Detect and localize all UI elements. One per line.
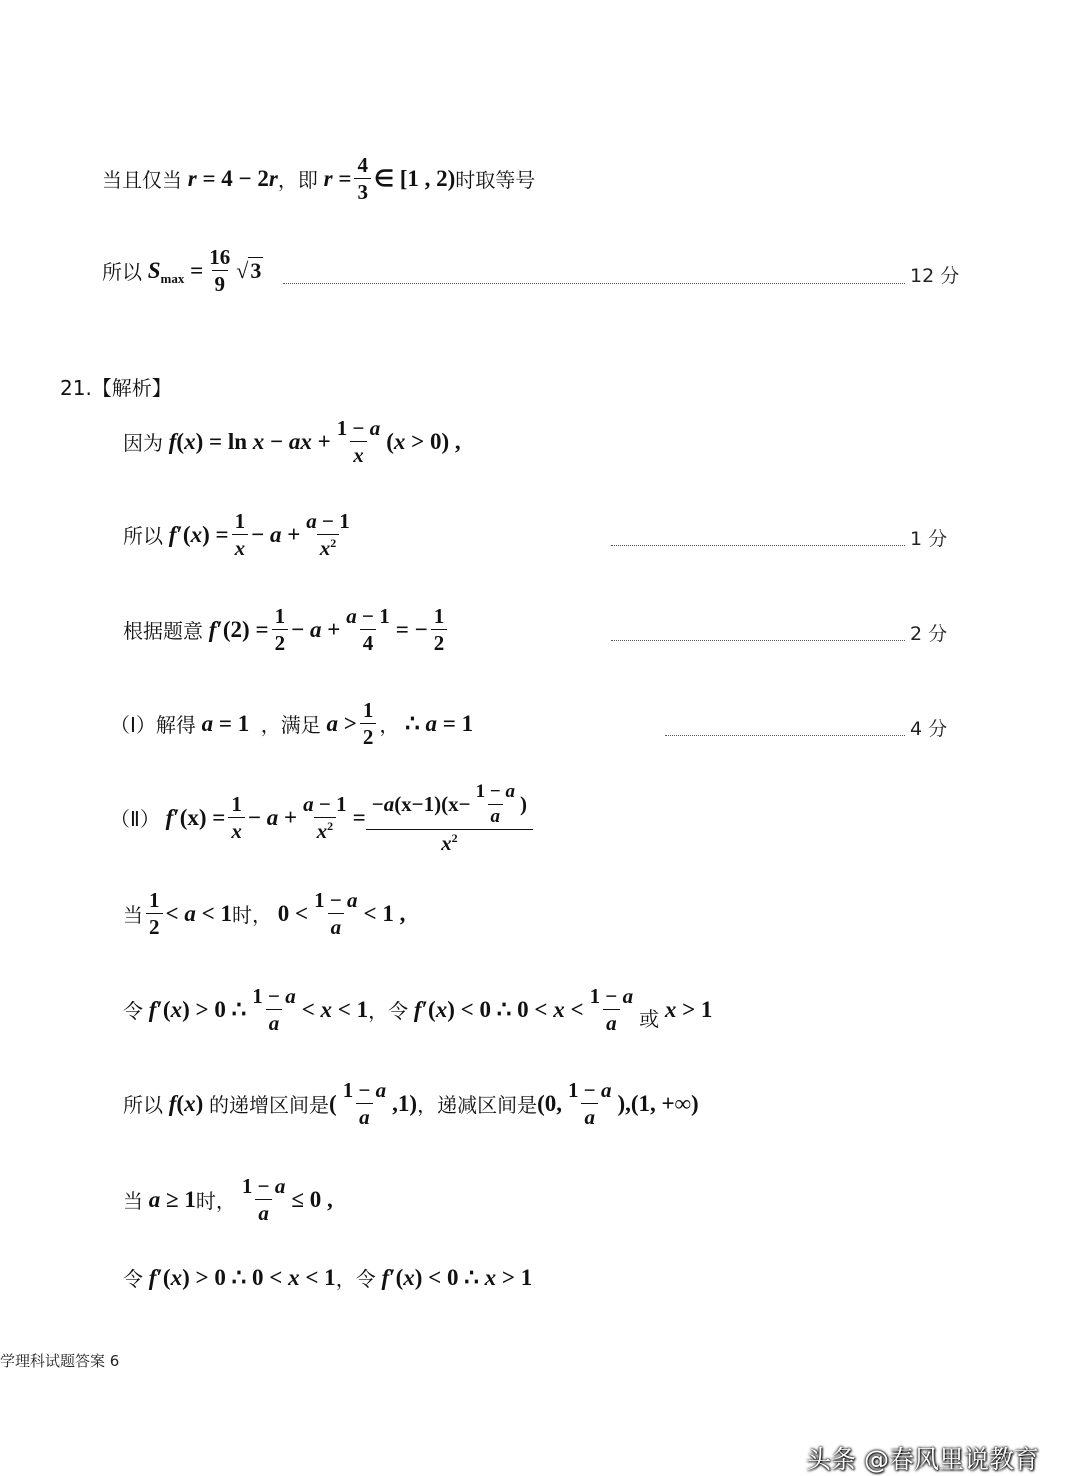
- score-label: 2 分: [910, 623, 948, 645]
- dotted-leader: [611, 640, 905, 641]
- problem-heading: [60, 372, 172, 401]
- dotted-leader: [283, 283, 905, 284]
- fraction: $\frac{1 - a}{a}$: [589, 984, 634, 1036]
- fraction: $\frac{1 - a}{a}$: [568, 1078, 612, 1130]
- text: 根据题意: [123, 619, 203, 644]
- text: 令: [355, 1267, 376, 1291]
- text: 令: [388, 999, 409, 1024]
- text: （Ⅰ）解得: [110, 713, 196, 738]
- text: 即: [297, 168, 318, 193]
- case-one-condition-line: 当 $\frac{1}{2}$ < a < 1 时， 0 < $\frac{1 - a}{a}$ < 1 ,: [123, 888, 406, 940]
- text: 的递增区间是: [209, 1093, 330, 1118]
- fraction: $\frac{1}{2}$: [146, 887, 163, 941]
- text: 当且仅当: [102, 168, 182, 193]
- fraction: $\frac{a - 1}{x^2}$: [306, 509, 350, 561]
- text: 时取等号: [455, 168, 536, 193]
- text: ，满足: [260, 713, 321, 738]
- fraction: $\frac{1}{x}$: [232, 508, 249, 562]
- text: 令: [123, 999, 143, 1024]
- fraction: $\frac{1}{2}$: [360, 697, 377, 751]
- watermark: 头条 @春风里说教育: [806, 1445, 1039, 1474]
- fraction: $\frac{1}{2}$: [272, 603, 289, 657]
- text: 时，: [231, 903, 272, 928]
- case-one-sign-line: 令 f ′( x ) > 0 ∴ $\frac{1 - a}{a}$ < x < 1 ， 令 f ′( x ) < 0 ∴ 0 < x < $\frac{1 - a}{a}$ 或 x > 1: [123, 984, 713, 1036]
- text: 当: [123, 903, 143, 928]
- text: 当: [123, 1189, 143, 1214]
- text: 21.【解析】: [60, 376, 172, 400]
- sqrt: √ 3: [236, 257, 262, 284]
- smax-line: 所以 S max = $\frac{16}{9}$ √ 3: [102, 245, 262, 297]
- fraction: $\frac{1 - a}{x}$: [336, 416, 381, 468]
- function-definition-line: 因为 f ( x ) = ln x − ax + $\frac{1 - a}{x}$ ( x > 0) ,: [123, 416, 461, 468]
- fraction: $\frac{1 - a}{a}$: [241, 1174, 286, 1226]
- dotted-leader: [665, 735, 905, 736]
- fraction: $\frac{1}{2}$: [431, 603, 448, 657]
- fraction: $\frac{a - 1}{4}$: [346, 604, 390, 656]
- part-one-line: （Ⅰ）解得 a = 1 ，满足 a > $\frac{1}{2}$ ， ∴ a = 1: [110, 698, 474, 750]
- score-label: 4 分: [910, 718, 948, 740]
- score-label: 1 分: [910, 528, 948, 550]
- text: 令: [123, 1267, 143, 1291]
- equality-condition-line: 当且仅当 r = 4 − 2 r ， 即 r = $\frac{4}{3}$ ∈ [1 , 2) 时取等号: [102, 153, 536, 205]
- page-footer: 学理科试题答案 6: [0, 1352, 120, 1370]
- text: 所以: [102, 260, 142, 285]
- monotonic-interval-line: 所以 f ( x ) 的递增区间是 ( $\frac{1 - a}{a}$ ,1) ， 递减区间是 (0, $\frac{1 - a}{a}$ ),(1, +∞): [123, 1078, 699, 1130]
- score-label: 12 分: [910, 265, 960, 287]
- dotted-leader: [611, 545, 905, 546]
- fraction: $\frac{16}{9}$: [209, 245, 231, 297]
- fraction: $\frac{1 - a}{a}$: [314, 888, 358, 940]
- case-two-sign-line: 令 f ′( x ) > 0 ∴ 0 < x < 1 ， 令 f ′( x ) < 0 ∴ x > 1: [123, 1264, 533, 1291]
- text: 所以: [123, 1093, 163, 1118]
- text: 时，: [195, 1189, 236, 1214]
- fraction: $\frac{1}{x}$: [228, 791, 245, 845]
- text: 递减区间是: [437, 1093, 538, 1118]
- fraction: $\frac{1 - a}{a}$: [252, 984, 296, 1036]
- part-two-derivative-line: （Ⅱ） f ′(x) = $\frac{1}{x}$ − a + $\frac{a - 1}{x^2}$ = − a (x−1)(x− $\frac{1 - a}{a}$ ) $x^2$: [110, 780, 533, 856]
- text: 或: [639, 1007, 660, 1032]
- case-two-condition-line: 当 a ≥ 1 时， $\frac{1 - a}{a}$ ≤ 0 ,: [123, 1174, 333, 1226]
- fraction: $\frac{a - 1}{x^2}$: [303, 792, 347, 844]
- text: 所以: [123, 524, 163, 549]
- fraction: $\frac{1 - a}{a}$: [342, 1078, 387, 1130]
- fraction: − a (x−1)(x− $\frac{1 - a}{a}$ ) $x^2$: [369, 780, 530, 856]
- text: （Ⅱ）: [110, 807, 160, 832]
- text: 因为: [123, 431, 163, 456]
- slope-condition-line: 根据题意 f ′(2) = $\frac{1}{2}$ − a + $\frac{a - 1}{4}$ = − $\frac{1}{2}$: [123, 603, 450, 657]
- fraction: $\frac{4}{3}$: [354, 152, 371, 206]
- derivative-line: 所以 f ′( x ) = $\frac{1}{x}$ − a + $\frac{a - 1}{x^2}$: [123, 508, 356, 562]
